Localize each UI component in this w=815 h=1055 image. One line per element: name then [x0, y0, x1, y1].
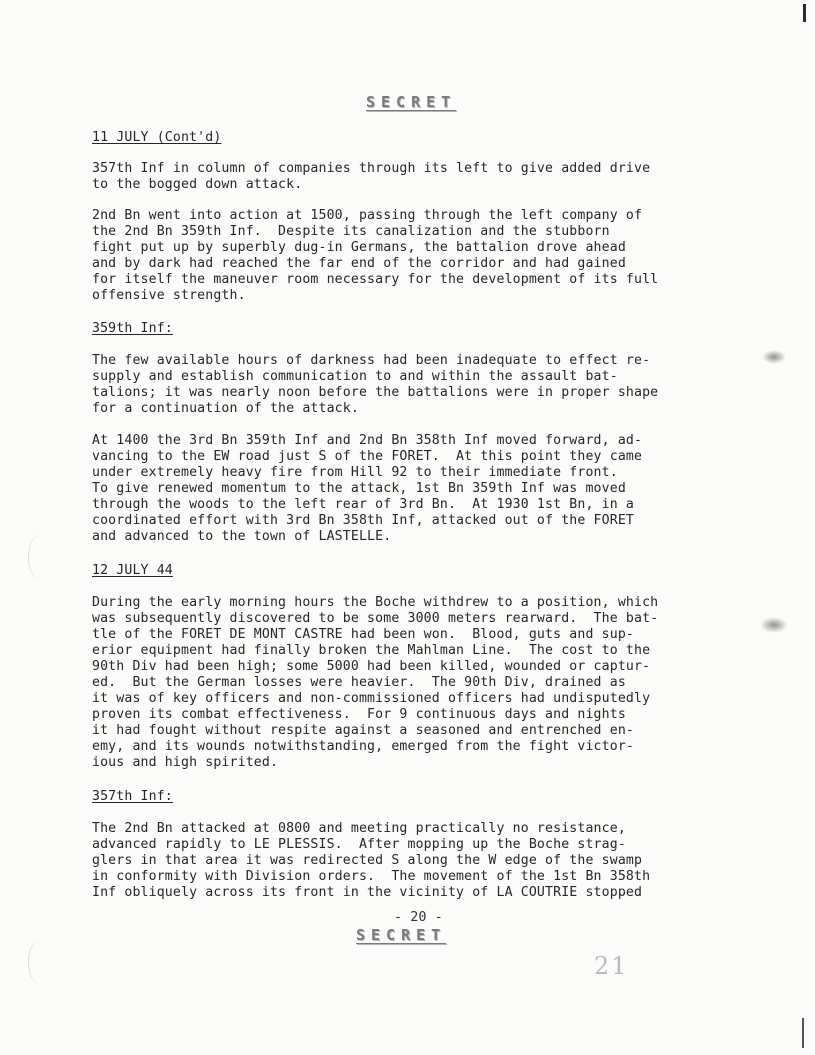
text-line: talions; it was nearly noon before the battalions were in proper shape — [92, 385, 659, 400]
text-line: erior equipment had finally broken the Mahlman Line. The cost to the — [92, 643, 651, 658]
text-line: and advanced to the town of LASTELLE. — [92, 529, 392, 544]
ink-smudge — [762, 350, 786, 364]
text-line: the 2nd Bn 359th Inf. Despite its canalization and the stubborn — [92, 224, 610, 239]
text-line: To give renewed momentum to the attack, 1st Bn 359th Inf was moved — [92, 481, 626, 496]
handwritten-page-mark: 21 — [594, 952, 629, 980]
text-line: advanced rapidly to LE PLESSIS. After mopping up the Boche strag- — [92, 837, 626, 852]
text-line: for a continuation of the attack. — [92, 401, 359, 416]
section-heading-date: 12 JULY 44 — [92, 563, 173, 578]
text-line: The 2nd Bn attacked at 0800 and meeting practically no resistance, — [92, 821, 626, 836]
classification-marking-bottom: SECRET — [356, 926, 447, 944]
text-line: vancing to the EW road just S of the FORET. At this point they came — [92, 449, 643, 464]
text-line: emy, and its wounds notwithstanding, emerged from the fight victor- — [92, 739, 634, 754]
text-line: and by dark had reached the far end of the corridor and had gained — [92, 256, 626, 271]
text-line: 357th Inf in column of companies through its left to give added drive — [92, 161, 651, 176]
text-line: ious and high spirited. — [92, 755, 279, 770]
text-line: for itself the maneuver room necessary for the development of its full — [92, 272, 659, 287]
text-line: During the early morning hours the Boche withdrew to a position, which — [92, 595, 659, 610]
text-line: The few available hours of darkness had been inadequate to effect re- — [92, 353, 651, 368]
text-line: At 1400 the 3rd Bn 359th Inf and 2nd Bn 358th Inf moved forward, ad- — [92, 433, 643, 448]
text-line: was subsequently discovered to be some 3000 meters rearward. The bat- — [92, 611, 659, 626]
classification-marking-top: SECRET — [366, 93, 457, 111]
text-line: it was of key officers and non-commissioned officers had undisputedly — [92, 691, 651, 706]
text-line: glers in that area it was redirected S along the W edge of the swamp — [92, 853, 643, 868]
page-number: - 20 - — [394, 909, 443, 925]
text-line: offensive strength. — [92, 288, 246, 303]
text-line: in conformity with Division orders. The movement of the 1st Bn 358th — [92, 869, 651, 884]
text-line: through the woods to the left rear of 3rd Bn. At 1930 1st Bn, in a — [92, 497, 634, 512]
ink-smudge — [760, 617, 788, 633]
punch-hole-shadow — [28, 940, 51, 984]
text-line: supply and establish communication to and within the assault bat- — [92, 369, 618, 384]
text-line: to the bogged down attack. — [92, 177, 303, 192]
section-heading-unit: 359th Inf: — [92, 321, 173, 336]
text-line: coordinated effort with 3rd Bn 358th Inf, attacked out of the FORET — [92, 513, 634, 528]
text-line: under extremely heavy fire from Hill 92 to their immediate front. — [92, 465, 618, 480]
text-line: ed. But the German losses were heavier. The 90th Div, drained as — [92, 675, 626, 690]
text-line: fight put up by superbly dug-in Germans, the battalion drove ahead — [92, 240, 626, 255]
text-line: it had fought without respite against a seasoned and entrenched en- — [92, 723, 634, 738]
text-line: tle of the FORET DE MONT CASTRE had been won. Blood, guts and sup- — [92, 627, 634, 642]
text-line: 90th Div had been high; some 5000 had been killed, wounded or captur- — [92, 659, 651, 674]
text-line: 2nd Bn went into action at 1500, passing through the left company of — [92, 208, 643, 223]
section-heading-unit: 357th Inf: — [92, 789, 173, 804]
section-heading-date: 11 JULY (Cont'd) — [92, 130, 222, 145]
punch-hole-shadow — [28, 535, 51, 579]
binding-mark-top — [803, 4, 806, 22]
text-line: Inf obliquely across its front in the vicinity of LA COUTRIE stopped — [92, 885, 643, 900]
binding-mark-bottom — [802, 1018, 804, 1048]
text-line: proven its combat effectiveness. For 9 continuous days and nights — [92, 707, 626, 722]
